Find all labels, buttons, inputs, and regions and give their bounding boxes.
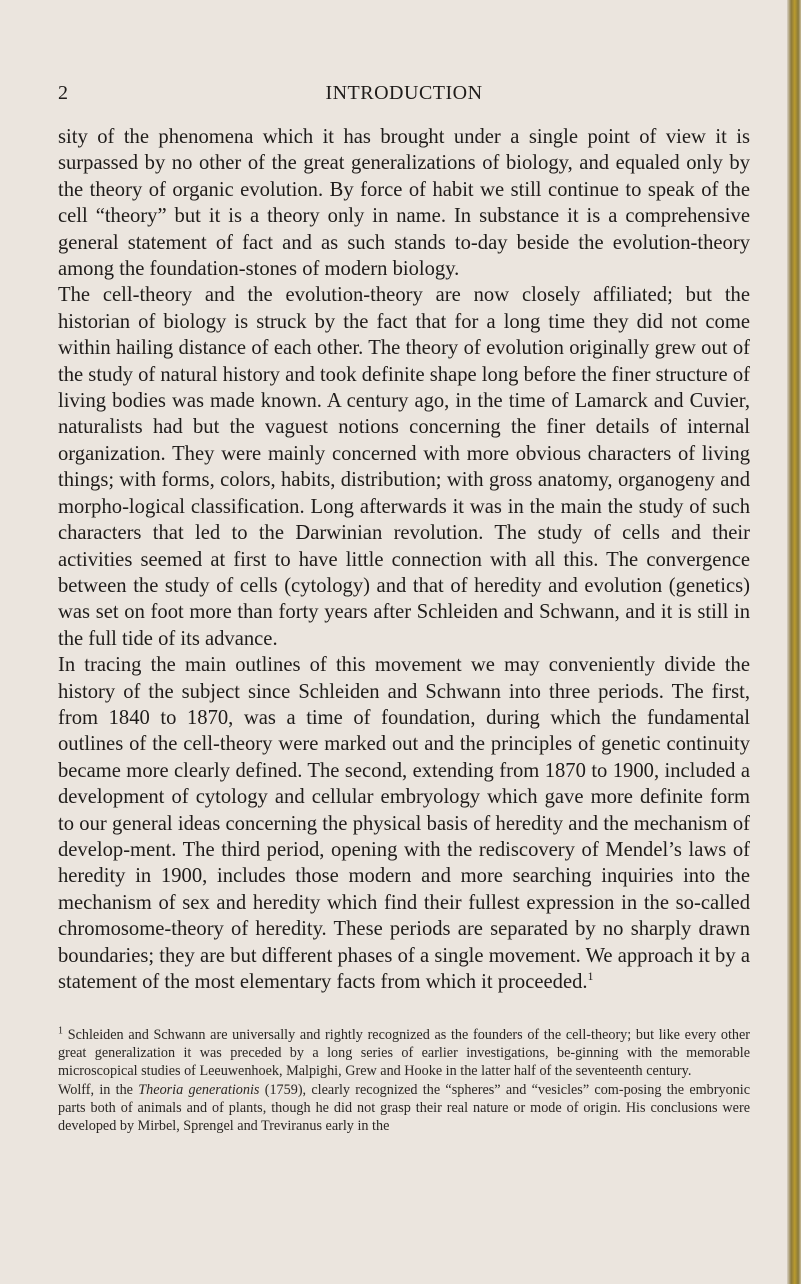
page-edge xyxy=(787,0,801,1284)
page-header xyxy=(58,82,750,112)
paragraph-3-text: In tracing the main outlines of this movement we may conveniently divide the history of the subject since Schleiden and Schwann into three periods. The first, from 1840 to 1870, was a time of foundation, during which the fundamental outlines of the cell-theory were marked out and the principles of genetic continuity became more clearly defined. The second, extending from 1870 to 1900, included a development of cytology and cellular embryology which gave more definite form to our general ideas concerning the physical basis of heredity and the mechanism of develop-ment. The third period, opening with the rediscovery of Mendel’s laws of heredity in 1900, includes those modern and more searching inquiries into the mechanism of sex and heredity which find their fullest expression in the so-called chromosome-theory of heredity. These periods are separated by no sharply drawn boundaries; they are but different phases of a single movement. We approach it by a statement of the most elementary facts from which it proceeded. xyxy=(58,654,750,993)
footnotes xyxy=(58,1026,750,1135)
paragraph-2: The cell-theory and the evolution-theory are now closely affiliated; but the historian of biology is struck by the fact that for a long time they did not come within hailing distance of each other. The theory of evolution originally grew out of the study of natural history and took definite shape long before the finer structure of living bodies was made known. A century ago, in the time of Lamarck and Cuvier, naturalists had but the vaguest notions concerning the finer details of internal organization. They were mainly concerned with more obvious characters of living things; with forms, colors, habits, distribution; with gross anatomy, organogeny and morpho-logical classification. Long afterwards it was in the main the study of such characters that led to the Darwinian revolution. The study of cells and their activities seemed at first to have little connection with all this. The convergence between the study of cells (cytology) and that of heredity and evolution (genetics) was set on foot more than forty years after Schleiden and Schwann, and it is still in the full tide of its advance. xyxy=(58,284,750,650)
footnote-2-pre: Wolff, in the xyxy=(58,1081,139,1098)
page-number: 2 xyxy=(58,82,68,104)
footnote-2-post: (1759), clearly recognized the “spheres” and “vesicles” com-posing the embryonic parts both of animals and of plants, though he did not grasp their real nature or mode of origin. His conclusions were developed by Mirbel, Sprengel and Treviranus early in the xyxy=(58,1081,750,1135)
footnote-1-text: Schleiden and Schwann are universally and rightly recognized as the founders of the cell-theory; but like every other great generalization it was preceded by a long series of earlier investigations, be-ginning with the memorable microscopical studies of Leeuwenhoek, Malpighi, Grew and Hooke in the latter half of the seventeenth century. xyxy=(58,1027,750,1080)
footnote-2 xyxy=(58,1081,750,1136)
footnote-2-title: Theoria generationis xyxy=(138,1081,260,1098)
body-text xyxy=(58,124,750,995)
paragraph-1: sity of the phenomena which it has brought under a single point of view it is surpassed by no other of the great generalizations of biology, and equaled only by the theory of organic evolution. By force of habit we still continue to speak of the cell “theory” but it is a theory only in name. In substance it is a comprehensive general statement of fact and as such stands to-day beside the evolution-theory among the foundation-stones of modern biology. xyxy=(58,126,750,281)
footnote-1 xyxy=(58,1026,750,1081)
paragraph-3 xyxy=(58,652,750,995)
footnote-reference: 1 xyxy=(587,969,594,984)
running-head: INTRODUCTION xyxy=(325,82,483,104)
footnote-1-mark: 1 xyxy=(58,1025,63,1037)
